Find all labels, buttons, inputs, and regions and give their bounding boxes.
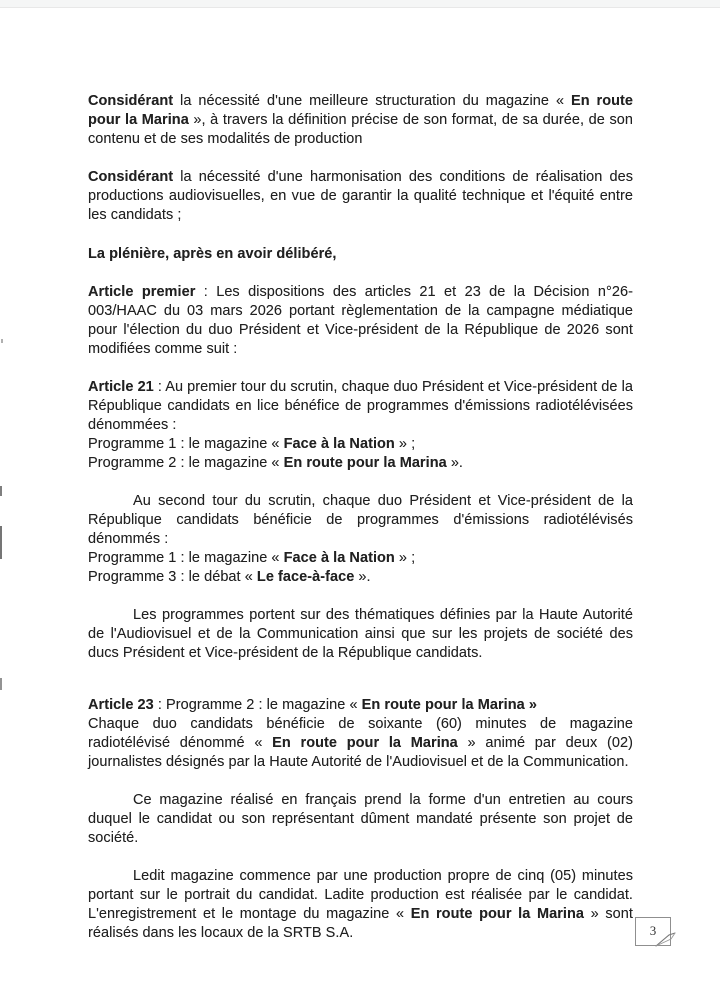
scan-artifact-speck xyxy=(0,678,2,690)
text-run: la nécessité d'une harmonisation des conditions de réalisation des productions audiovisuelles, en vue de garantir la qualité technique et l'équité entre les candidats ; xyxy=(88,169,633,223)
text-run: Programme 3 : le débat « xyxy=(88,569,257,585)
text-run: Chaque duo candidats bénéficie de soixante (60) minutes de magazine radiotélévisé dénommé « xyxy=(88,716,633,751)
paragraph-considerant-1 xyxy=(88,92,633,149)
text-run: : Programme 2 : le magazine « xyxy=(153,697,362,713)
paragraph-article-21 xyxy=(88,378,633,435)
bold-run: Face à la Nation xyxy=(283,550,395,566)
line-programme-1-second-tour xyxy=(88,549,633,568)
text-run: » animé par deux (02) journalistes désignés par la Haute Autorité de l'Audiovisuel et de la Communication. xyxy=(88,735,633,770)
bold-run: Considérant xyxy=(88,93,174,109)
bold-run: En route pour la Marina » xyxy=(361,697,537,713)
scan-artifact-speck xyxy=(0,486,2,496)
page-number-box xyxy=(635,917,671,946)
scan-artifact-line xyxy=(0,526,2,559)
paragraph-article-23-body xyxy=(88,715,633,772)
text-run: La plénière, après en avoir délibéré, xyxy=(88,246,337,262)
line-programme-1-first-tour xyxy=(88,435,633,454)
bold-run: Article 21 xyxy=(88,379,154,395)
paragraph-programmes-thematiques xyxy=(88,606,633,663)
paragraph-pleniere xyxy=(88,245,633,264)
page-number: 3 xyxy=(649,922,657,938)
text-run: Programme 1 : le magazine « xyxy=(88,436,284,452)
bold-run: Face à la Nation xyxy=(283,436,395,452)
text-run: Au second tour du scrutin, chaque duo Président et Vice-président de la République candidats bénéficie de programmes d'émissions radiotélévisés dénommés : xyxy=(88,493,633,547)
text-run: », à travers la définition précise de son format, de sa durée, de son contenu et de ses modalités de production xyxy=(88,112,633,147)
bold-run: En route pour la Marina xyxy=(88,93,633,128)
line-programme-2-first-tour xyxy=(88,454,633,473)
text-run: ». xyxy=(446,455,464,471)
text-run: Programme 2 : le magazine « xyxy=(88,455,284,471)
paragraph-article-23-title xyxy=(88,696,633,715)
text-run: » sont réalisés dans les locaux de la SRTB S.A. xyxy=(88,906,633,941)
paragraph-considerant-2 xyxy=(88,168,633,225)
text-run: ». xyxy=(354,569,371,585)
bold-run: Le face-à-face xyxy=(256,569,355,585)
text-run: » ; xyxy=(394,550,416,566)
document-content xyxy=(88,92,633,943)
paragraph-ce-magazine xyxy=(88,791,633,848)
paragraph-ledit-magazine xyxy=(88,867,633,943)
text-run: : Les dispositions des articles 21 et 23 de la Décision n°26-003/HAAC du 03 mars 2026 portant règlementation de la campagne médiatique pour l'élection du duo Président et Vice-président de la République de 2026 sont modifiées comme suit : xyxy=(88,284,633,357)
bold-run: Considérant xyxy=(88,169,174,185)
paragraph-article-premier xyxy=(88,283,633,359)
bold-run: Article 23 xyxy=(88,697,154,713)
line-programme-3-second-tour xyxy=(88,568,633,587)
scan-edge-strip xyxy=(0,0,720,8)
text-run: Les programmes portent sur des thématiques définies par la Haute Autorité de l'Audiovisuel et de la Communication ainsi que sur les projets de société des ducs Président et Vice-président de la République candidats. xyxy=(88,607,633,661)
text-run: Ce magazine réalisé en français prend la forme d'un entretien au cours duquel le candidat ou son représentant dûment mandaté présente son projet de société. xyxy=(88,792,633,846)
text-run: la nécessité d'une meilleure structuration du magazine « xyxy=(173,93,571,109)
bold-run: En route pour la Marina xyxy=(283,455,447,471)
text-run: Ledit magazine commence par une production propre de cinq (05) minutes portant sur le portrait du candidat. Ladite production est réalisée par le candidat. L'enregistrement et le montage du magazine « xyxy=(88,868,633,922)
text-run: : Au premier tour du scrutin, chaque duo Président et Vice-président de la République candidats en lice bénéfice de programmes d'émissions radiotélévisées dénommées : xyxy=(88,379,633,433)
paragraph-second-tour xyxy=(88,492,633,549)
bold-run: Article premier xyxy=(88,284,196,300)
bold-run: En route pour la Marina xyxy=(272,735,458,751)
text-run: » ; xyxy=(394,436,416,452)
signature-squiggle-icon xyxy=(654,931,678,948)
scan-artifact-speck xyxy=(1,339,3,343)
bold-run: En route pour la Marina xyxy=(410,906,585,922)
text-run: Programme 1 : le magazine « xyxy=(88,550,284,566)
